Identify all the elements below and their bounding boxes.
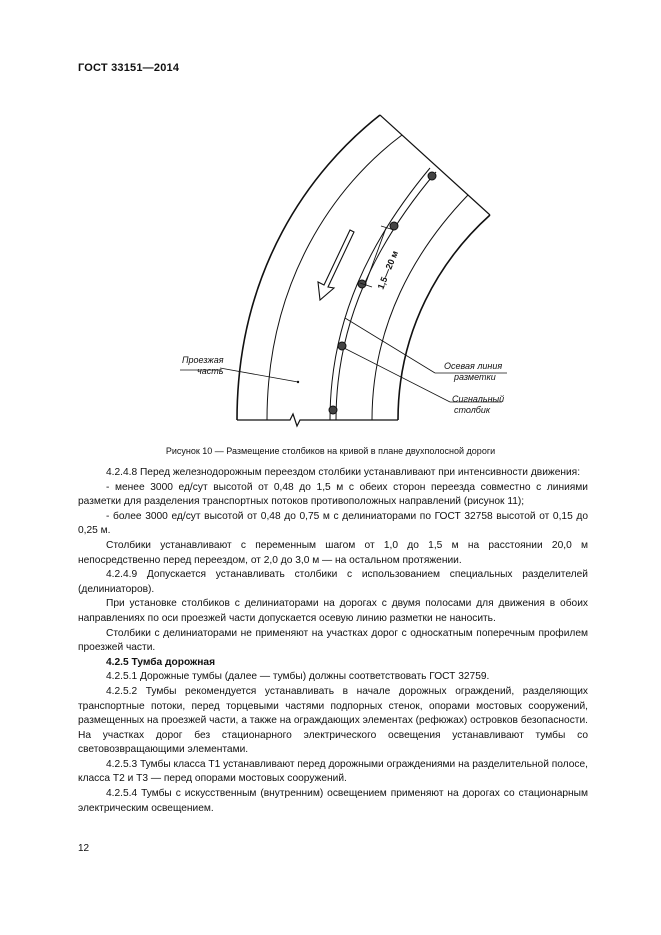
figure-caption: Рисунок 10 — Размещение столбиков на кривой в плане двухполосной дороги bbox=[165, 446, 496, 456]
paragraph: 4.2.5.2 Тумбы рекомендуется устанавливать в начале дорожных ограждений, разделяющих транспортные потоки, перед торцевыми частями подпорных стенок, опорами мостовых сооружений, размещенных на проезжей части, а также на ограждающих элементах (рефюжах) островков безопасности. На участках дорог без стационарного электрического освещения устанавливают тумбы со световозвращающими элементами. bbox=[78, 685, 588, 756]
signal-post bbox=[428, 172, 436, 180]
road-curve-figure bbox=[150, 80, 530, 440]
paragraph: 4.2.5.1 Дорожные тумбы (далее — тумбы) должны соответствовать ГОСТ 32759. bbox=[106, 671, 490, 683]
post-leader bbox=[344, 348, 450, 402]
paragraph: 4.2.4.9 Допускается устанавливать столбики с использованием специальных разделителей (делиниаторов). bbox=[78, 569, 588, 595]
paragraph: 4.2.5.3 Тумбы класса Т1 устанавливают перед дорожными ограждениями на разделительной полосе, класса Т2 и Т3 — перед опорами мостовых сооружений. bbox=[78, 758, 588, 785]
paragraph: При установке столбиков с делиниаторами на дорогах с двумя полосами для движения в обоих направлениях по оси проезжей части допускается осевую линию разметки не наносить. bbox=[78, 598, 588, 624]
section-heading: 4.2.5 Тумба дорожная bbox=[106, 656, 216, 668]
road-curve-diagram bbox=[150, 80, 530, 440]
signal-post bbox=[329, 406, 337, 414]
paragraph: 4.2.4.8 Перед железнодорожным переездом столбики устанавливают при интенсивности движения: bbox=[106, 467, 581, 478]
road-bottom-cut bbox=[237, 414, 398, 426]
body-text bbox=[78, 466, 588, 816]
paragraph: - более 3000 ед/сут высотой от 0,48 до 0,75 м с делиниаторами по ГОСТ 32758 высотой от 0,15 до 0,25 м. bbox=[78, 510, 588, 537]
direction-arrow-icon bbox=[318, 230, 354, 300]
paragraph: - менее 3000 ед/сут высотой от 0,48 до 1,5 м с обеих сторон переезда совместно с линиями разметки для разделения транспортных потоков противоположных направлений (рисунок 11); bbox=[78, 481, 588, 508]
signal-post-label: Сигнальный столбик bbox=[452, 394, 505, 415]
paragraph: Столбики устанавливают с переменным шагом от 1,0 до 1,5 м на расстоянии 20,0 м непосредственно перед переездом, от 2,0 до 3,0 м — на остальном протяжении. bbox=[78, 539, 588, 566]
road-outer-edge bbox=[237, 115, 380, 420]
center-line-a bbox=[330, 168, 430, 420]
road-top-cut bbox=[380, 115, 490, 215]
paragraph: Столбики с делиниаторами не применяют на участках дорог с односкатным поперечным профилем проезжей части. bbox=[78, 627, 588, 654]
axis-line-label: Осевая линия разметки bbox=[444, 361, 503, 382]
spacing-label: 1,5—20 м bbox=[375, 249, 401, 291]
center-line-b bbox=[336, 172, 436, 420]
roadway-leader bbox=[220, 368, 298, 382]
paragraph: 4.2.5.4 Тумбы с искусственным (внутренним) освещением применяют на дорогах со стационарным электрическим освещением. bbox=[78, 788, 588, 814]
page-number: 12 bbox=[78, 843, 90, 854]
roadway-label: Проезжая часть bbox=[182, 355, 224, 376]
document-code: ГОСТ 33151—2014 bbox=[78, 62, 180, 74]
axis-leader bbox=[345, 318, 435, 373]
road-inner-edge bbox=[398, 215, 490, 420]
